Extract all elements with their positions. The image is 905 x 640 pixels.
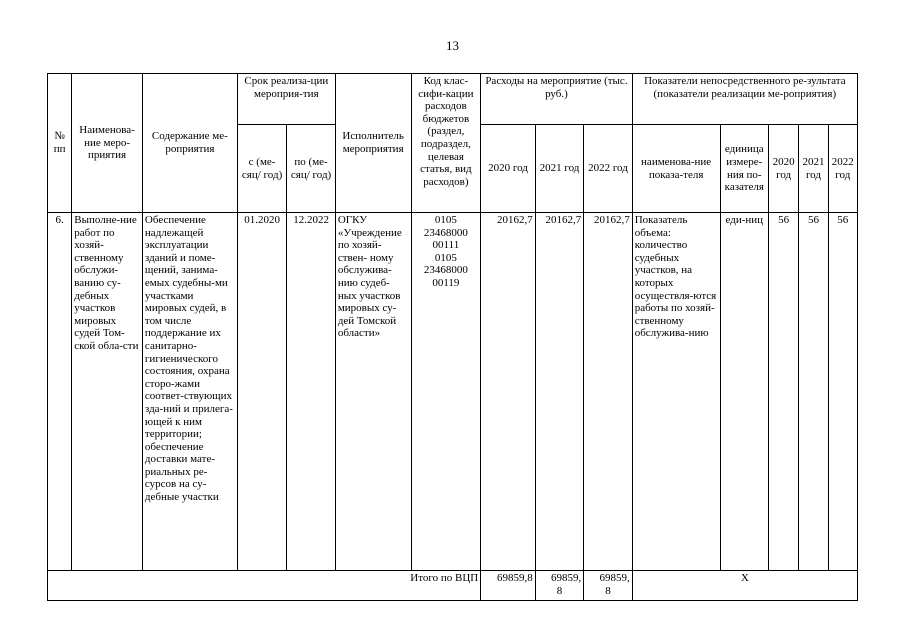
header-indicators: Показатели непосредственного ре-зультата (показатели реализации ме-роприятия) <box>632 74 857 125</box>
row-code <box>411 213 481 571</box>
row-ind-unit: еди-ниц <box>720 213 768 571</box>
code-line: 00119 <box>432 276 460 289</box>
row-num: 6. <box>48 213 72 571</box>
row-exp-2020: 20162,7 <box>481 213 536 571</box>
row-exp-2022: 20162,7 <box>584 213 632 571</box>
header-code: Код клас-сифи-кации расходов бюджетов (раздел, подраздел, целевая статья, вид расходов) <box>411 74 481 213</box>
row-name: Выполне-ние работ по хозяй-ственному обслужи-ванию су-дебных участков мировых судей Том-ской обла-сти <box>72 213 143 571</box>
code-line: 0105 <box>434 251 457 264</box>
header-content: Содержание ме-роприятия <box>142 74 237 213</box>
header-ind-2020: 2020 год <box>769 125 799 213</box>
code-line: 0105 <box>434 214 457 226</box>
row-from: 01.2020 <box>237 213 286 571</box>
total-exp-2021-line2: 8 <box>556 584 563 597</box>
total-indicator-mark: Х <box>632 571 857 601</box>
header-period: Срок реализа-ции мероприя-тия <box>237 74 335 125</box>
code-line: 23468000 <box>423 226 468 239</box>
header-period-to: по (ме-сяц/ год) <box>287 125 335 213</box>
total-label: Итого по ВЦП <box>48 571 481 601</box>
header-name: Наименова-ние меро-приятия <box>72 74 143 213</box>
header-row-1 <box>48 74 858 125</box>
row-content: Обеспечение надлежащей эксплуатации зданий и поме-щений, занима-емых судебны-ми участками мировых судей, в том числе поддержание их санитарно-гигиенического состояния, охрана сторо-жами соответ-ствующих зда-ний и прилега-ющей к ним территории; обеспечение доставки мате-риальных ре-сурсов на су-дебные участки <box>142 213 237 571</box>
header-ind-unit: единица измере-ния по-казателя <box>720 125 768 213</box>
row-exp-2021: 20162,7 <box>535 213 583 571</box>
header-exp-2022: 2022 год <box>584 125 632 213</box>
row-executor: ОГКУ «Учреждение по хозяй-ствен- ному обслужива-нию судеб-ных участков мировых су-дей Томской области» <box>335 213 411 571</box>
row-ind-name: Показатель объема: количество судебных участков, на которых осуществля-ются работы по хозяй-ственному обслужива-нию <box>632 213 720 571</box>
total-exp-2022 <box>584 571 632 601</box>
row-ind-2022: 56 <box>828 213 857 571</box>
table-row <box>48 213 858 571</box>
header-ind-2021: 2021 год <box>799 125 828 213</box>
code-line: 00111 <box>432 239 460 252</box>
header-ind-name: наименова-ние показа-теля <box>632 125 720 213</box>
row-ind-2020: 56 <box>769 213 799 571</box>
header-exp-2021: 2021 год <box>535 125 583 213</box>
header-ind-2022: 2022 год <box>828 125 857 213</box>
page-number: 13 <box>446 38 459 53</box>
header-period-from: с (ме-сяц/ год) <box>237 125 286 213</box>
header-num: № пп <box>48 74 72 213</box>
total-exp-2022-line1: 69859, <box>599 572 630 584</box>
total-exp-2021-line1: 69859, <box>550 572 582 584</box>
total-exp-2020: 69859,8 <box>481 571 536 601</box>
header-executor: Исполнитель мероприятия <box>335 74 411 213</box>
total-row <box>48 571 858 601</box>
row-ind-2021: 56 <box>799 213 828 571</box>
header-expenses: Расходы на мероприятие (тыс. руб.) <box>481 74 632 125</box>
header-exp-2020: 2020 год <box>481 125 536 213</box>
total-exp-2022-line2: 8 <box>605 584 611 597</box>
code-line: 23468000 <box>423 264 468 277</box>
program-table <box>47 73 858 601</box>
row-to: 12.2022 <box>287 213 335 571</box>
total-exp-2021 <box>535 571 583 601</box>
